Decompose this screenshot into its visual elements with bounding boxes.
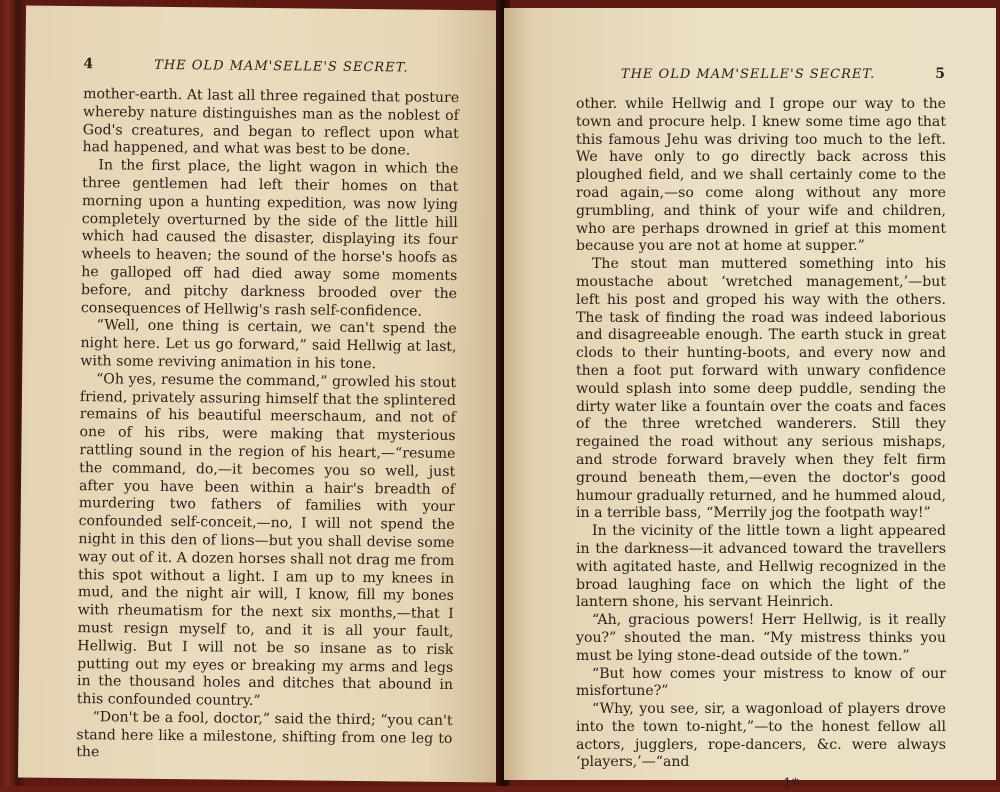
paragraph: “Ah, gracious powers! Herr Hellwig, is it really you?” shouted the man. “My mistress thinks you must be lying stone-dead outside of the town.”	[576, 612, 946, 664]
right-running-head: THE OLD MAM'SELLE'S SECRET.	[620, 67, 876, 82]
paragraph: In the first place, the light wagon in which the three gentlemen had left their homes on that morning upon a hunting expedition, was now lying completely overturned by the side of the little hill which had caused the disaster, displaying its four wheels to heaven; the sound of the horse's hoofs as he galloped off had died away some moments before, and pitchy darkness brooded over the consequences of Hellwig's rash self-confidence.	[80, 157, 459, 320]
right-page	[504, 8, 996, 792]
paragraph: In the vicinity of the little town a light appeared in the darkness—it advanced toward the travellers with agitated haste, and Hellwig recognized in the broad laughing face on which the light of the lantern shone, his servant Heinrich.	[576, 523, 946, 611]
right-page-header	[576, 66, 946, 82]
paragraph: “Why, you see, sir, a wagonload of players drove into the town to-night,”—to the honest fellow all actors, jugglers, rope-dancers, &c. were always ‘players,’—“and	[576, 701, 946, 771]
left-page-header	[83, 56, 459, 76]
paragraph: other. while Hellwig and I grope our way to the town and procure help. I knew some time ago that this famous Jehu was driving too much to the left. We have only to go directly back across this ploughed field, and we shall certainly come to the road again,—so come along without any more grumbling, and think of your wife and children, who are perhaps drowned in grief at this moment because you are not at home at supper.”	[576, 96, 946, 255]
left-page-text	[76, 86, 459, 766]
paragraph: mother-earth. At last all three regained that posture whereby nature distinguishes man as the noblest of God's creatures, and began to reflect upon what had happened, and what was best to be done.	[82, 86, 460, 159]
paragraph: “Oh yes, resume the command,” growled his stout friend, privately assuring himself that the splintered remains of his beautiful meerschaum, and not of one of his ribs, were making that mysterious rattling sound in the region of his heart,—“resume the command, do,—it becomes you so well, just after you have been within a hair's breadth of murdering two fathers of families with your confounded self-conceit,—no, I will not spend the night in this den of lions—but you shall devise some way out of it. A dozen horses shall not drag me from this spot without a light. I am up to my knees in mud, and the night air will, I know, fill my bones with rheumatism for the next six months,—that I must resign myself to, and it is all your fault, Hellwig. But I will not be so insane as to risk putting out my eyes or breaking my arms and legs in the thousand holes and ditches that abound in this confounded country.”	[76, 371, 457, 710]
paragraph: “Don't be a fool, doctor,” said the third; “you can't stand here like a milestone, shifting from one leg to the	[76, 709, 453, 761]
signature-mark: 1*	[783, 776, 799, 792]
left-page	[18, 5, 508, 782]
left-running-head: THE OLD MAM'SELLE'S SECRET.	[154, 57, 409, 76]
paragraph: The stout man muttered something into his moustache about ‘wretched management,’—but left his post and groped his way with the others. The task of finding the road was indeed laborious and disagreeable enough. The earth stuck in great clods to their hunting-boots, and every now and then a foot put forward with unwary confidence would splash into some deep puddle, sending the dirty water like a fountain over the coats and faces of the three wretched wanderers. Still they regained the road without any serious mishaps, and strode forward bravely when they felt firm ground beneath them,—even the doctor's good humour gradually returned, and he hummed aloud, in a terrible bass, “Merrily jog the footpath way!”	[576, 256, 946, 522]
right-page-number: 5	[935, 66, 946, 82]
right-page-text	[576, 96, 946, 772]
left-page-number: 4	[83, 56, 95, 73]
paragraph: “Well, one thing is certain, we can't spend the night here. Let us go forward,” said Hellwig at last, with some reviving animation in his tone.	[80, 317, 457, 373]
paragraph: “But how comes your mistress to know of our misfortune?”	[576, 665, 946, 700]
